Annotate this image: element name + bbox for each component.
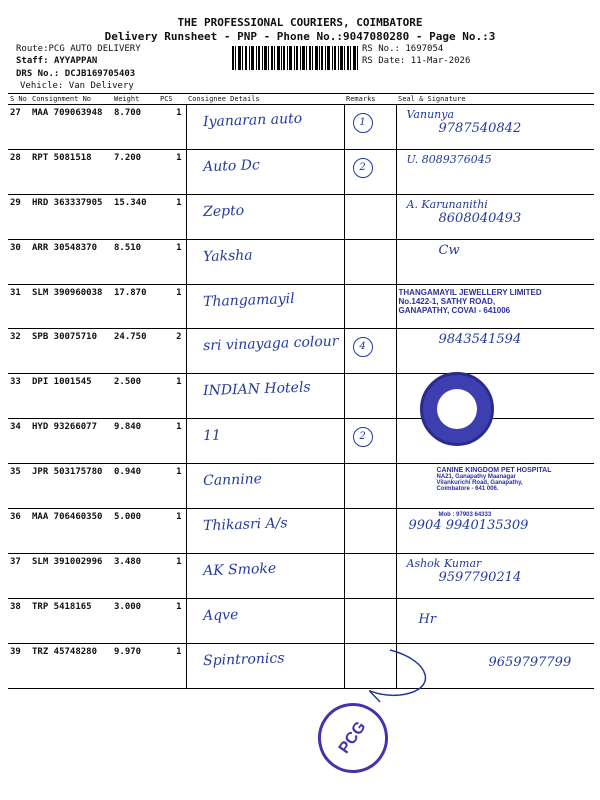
weight-cell: 8.510 <box>112 239 158 284</box>
consignment-cell: HYD 93266077 <box>30 419 112 464</box>
pcs-cell: 1 <box>158 509 186 554</box>
consignee-handwriting: Thangamayil <box>202 290 295 310</box>
pcs-cell: 1 <box>158 464 186 509</box>
hospital-stamp-line3: Vilankurichi Road, Ganapathy, <box>436 480 523 487</box>
remark-circle: 1 <box>353 113 373 133</box>
hospital-round-seal <box>420 372 494 446</box>
col-remarks: Remarks <box>344 94 396 105</box>
signature-cell <box>396 598 594 643</box>
consignee-handwriting: Aqve <box>202 606 239 624</box>
pcg-stamp: PCG <box>304 689 401 786</box>
drs-line <box>16 69 135 79</box>
consignee-handwriting: INDIAN Hotels <box>202 379 311 400</box>
hospital-stamp-line1: CANINE KINGDOM PET HOSPITAL <box>436 467 552 475</box>
table-row <box>8 464 594 509</box>
signature-phone: 9787540842 <box>438 121 522 136</box>
sno-cell: 28 <box>8 149 30 194</box>
consignee-handwriting: 11 <box>202 427 221 445</box>
signature-scribble <box>330 640 450 710</box>
pcs-cell: 1 <box>158 284 186 329</box>
signature-phone: 9597790214 <box>438 569 522 585</box>
consignee-handwriting: Auto Dc <box>202 157 260 176</box>
col-pcs: PCS <box>158 94 186 105</box>
consignment-cell: MAA 706460350 <box>30 509 112 554</box>
signature-phone: 9659797799 <box>488 654 572 670</box>
signature-phone: Hr <box>418 611 437 627</box>
hospital-stamp-line4: Coimbatore - 641 006. <box>436 486 499 493</box>
sno-cell: 27 <box>8 105 30 150</box>
consignee-cell <box>186 598 344 643</box>
consignee-handwriting: Yaksha <box>202 247 253 265</box>
route-value: PCG AUTO DELIVERY <box>48 44 141 54</box>
consignee-cell <box>186 239 344 284</box>
weight-cell: 3.480 <box>112 553 158 598</box>
signature-phone: 9904 9940135309 <box>408 518 529 534</box>
consignment-cell: JPR 503175780 <box>30 464 112 509</box>
consignee-cell <box>186 509 344 554</box>
consignee-cell <box>186 194 344 239</box>
sno-cell: 37 <box>8 553 30 598</box>
pcs-cell: 1 <box>158 105 186 150</box>
signature: Ashok Kumar <box>406 556 482 570</box>
consignee-handwriting: Zepto <box>202 202 244 220</box>
pcs-cell: 1 <box>158 149 186 194</box>
weight-cell: 9.970 <box>112 643 158 688</box>
weight-cell: 24.750 <box>112 329 158 374</box>
weight-cell: 17.870 <box>112 284 158 329</box>
vehicle-value: Van Delivery <box>68 81 134 91</box>
consignee-cell <box>186 284 344 329</box>
weight-cell: 9.840 <box>112 419 158 464</box>
sno-cell: 32 <box>8 329 30 374</box>
jewellery-stamp-line1: THANGAMAYIL JEWELLERY LIMITED <box>398 287 542 297</box>
sno-cell: 35 <box>8 464 30 509</box>
consignee-cell <box>186 105 344 150</box>
table-row <box>8 419 594 464</box>
consignee-handwriting: Iyanaran auto <box>202 110 302 131</box>
consignee-cell <box>186 464 344 509</box>
pcs-cell: 2 <box>158 329 186 374</box>
sno-cell: 29 <box>8 194 30 239</box>
remark-circle: 2 <box>353 158 373 178</box>
remark-cell <box>344 553 396 598</box>
route-line <box>16 44 141 54</box>
rs-date-value: 11-Mar-2026 <box>410 56 471 66</box>
vehicle-label: Vehicle: <box>20 81 64 91</box>
remark-cell <box>344 329 396 374</box>
consignment-cell: RPT 5081518 <box>30 149 112 194</box>
vehicle-line <box>20 81 134 91</box>
runsheet-table <box>8 93 594 689</box>
staff-line <box>16 56 97 66</box>
consignee-handwriting: AK Smoke <box>202 560 276 580</box>
weight-cell: 3.000 <box>112 598 158 643</box>
weight-cell: 7.200 <box>112 149 158 194</box>
remark-cell <box>344 509 396 554</box>
pcs-cell: 1 <box>158 598 186 643</box>
consignee-cell <box>186 374 344 419</box>
consignment-cell: SLM 390960038 <box>30 284 112 329</box>
table-row <box>8 194 594 239</box>
remark-circle: 4 <box>353 337 373 357</box>
weight-cell: 15.340 <box>112 194 158 239</box>
drs-value: DCJB169705403 <box>64 69 136 79</box>
signature-phone: 9843541594 <box>438 332 522 348</box>
consignee-cell <box>186 643 344 688</box>
signature-cell <box>396 329 594 374</box>
consignment-cell: TRP 5418165 <box>30 598 112 643</box>
consignee-cell <box>186 149 344 194</box>
consignee-handwriting: Thikasri A/s <box>202 515 288 535</box>
table-row <box>8 149 594 194</box>
col-sno: S No <box>8 94 30 105</box>
signature-cell <box>396 239 594 284</box>
signature-cell <box>396 149 594 194</box>
staff-label: Staff: <box>16 56 49 66</box>
signature: A. Karunanithi <box>406 197 488 211</box>
table-row <box>8 509 594 554</box>
consignment-cell: DPI 1001545 <box>30 374 112 419</box>
rs-no-line <box>362 44 443 54</box>
table-row <box>8 374 594 419</box>
table-row <box>8 553 594 598</box>
remark-cell <box>344 374 396 419</box>
jewellery-stamp-line2: No.1422-1, SATHY ROAD, <box>398 296 496 306</box>
remark-cell <box>344 419 396 464</box>
col-consignment: Consignment No <box>30 94 112 105</box>
pcs-cell: 1 <box>158 374 186 419</box>
consignment-cell: HRD 363337905 <box>30 194 112 239</box>
jewellery-stamp-line3: GANAPATHY, COVAI - 641006 <box>398 305 511 315</box>
company-title: THE PROFESSIONAL COURIERS, COIMBATORE <box>177 16 423 29</box>
signature-cell <box>396 194 594 239</box>
hospital-stamp-line2: NA21, Ganapathy Maanagar <box>436 474 516 481</box>
consignee-cell <box>186 419 344 464</box>
rs-date-line <box>362 56 470 66</box>
consignee-cell <box>186 553 344 598</box>
pcs-cell: 1 <box>158 239 186 284</box>
barcode <box>232 46 358 70</box>
table-row <box>8 284 594 329</box>
signature-phone: Cw <box>438 242 460 258</box>
pcs-cell: 1 <box>158 553 186 598</box>
sno-cell: 31 <box>8 284 30 329</box>
remark-cell <box>344 149 396 194</box>
signature-cell <box>396 553 594 598</box>
table-row <box>8 598 594 643</box>
sno-cell: 38 <box>8 598 30 643</box>
runsheet-subtitle: Delivery Runsheet - PNP - Phone No.:9047080280 - Page No.:3 <box>104 30 496 43</box>
seal-center <box>437 389 477 429</box>
weight-cell: 5.000 <box>112 509 158 554</box>
pcs-cell: 1 <box>158 643 186 688</box>
remark-cell <box>344 105 396 150</box>
remark-cell <box>344 598 396 643</box>
sno-cell: 39 <box>8 643 30 688</box>
rs-no-value: 1697054 <box>405 44 444 54</box>
signature-cell <box>396 105 594 150</box>
consignment-cell: ARR 30548370 <box>30 239 112 284</box>
signature-cell <box>396 464 594 509</box>
col-seal: Seal & Signature <box>396 94 594 105</box>
weight-cell: 0.940 <box>112 464 158 509</box>
signature: U. 8089376045 <box>406 152 492 166</box>
signature-cell <box>396 509 594 554</box>
signature: Vanunya <box>406 108 455 121</box>
signature-phone: 8608040493 <box>438 210 522 226</box>
consignee-handwriting: Spintronics <box>202 650 285 669</box>
rs-no-label: RS No.: <box>362 44 400 54</box>
consignment-cell: MAA 709063948 <box>30 105 112 150</box>
consignment-cell: SLM 391002996 <box>30 553 112 598</box>
sno-cell: 36 <box>8 509 30 554</box>
table-row <box>8 105 594 150</box>
pcs-cell: 1 <box>158 419 186 464</box>
rs-date-label: RS Date: <box>362 56 406 66</box>
consignee-handwriting: sri vinayaga colour <box>202 333 339 355</box>
drs-label: DRS No.: <box>16 69 60 79</box>
sno-cell: 30 <box>8 239 30 284</box>
weight-cell: 8.700 <box>112 105 158 150</box>
staff-value: AYYAPPAN <box>53 56 98 66</box>
consignment-cell: TRZ 45748280 <box>30 643 112 688</box>
sno-cell: 34 <box>8 419 30 464</box>
table-row <box>8 643 594 688</box>
hospital-stamp-line5: Mob : 97903 64333 <box>438 512 492 519</box>
route-label: Route: <box>16 44 49 54</box>
table-header-row <box>8 94 594 105</box>
signature-cell <box>396 284 594 329</box>
pcs-cell: 1 <box>158 194 186 239</box>
col-weight: Weight <box>112 94 158 105</box>
consignee-cell <box>186 329 344 374</box>
consignee-handwriting: Cannine <box>202 471 262 490</box>
sno-cell: 33 <box>8 374 30 419</box>
remark-cell <box>344 239 396 284</box>
table-row <box>8 329 594 374</box>
remark-cell <box>344 194 396 239</box>
remark-circle: 2 <box>353 427 373 447</box>
col-consignee: Consignee Details <box>186 94 344 105</box>
remark-cell <box>344 284 396 329</box>
weight-cell: 2.500 <box>112 374 158 419</box>
remark-cell <box>344 464 396 509</box>
consignment-cell: SPB 30075710 <box>30 329 112 374</box>
table-row <box>8 239 594 284</box>
